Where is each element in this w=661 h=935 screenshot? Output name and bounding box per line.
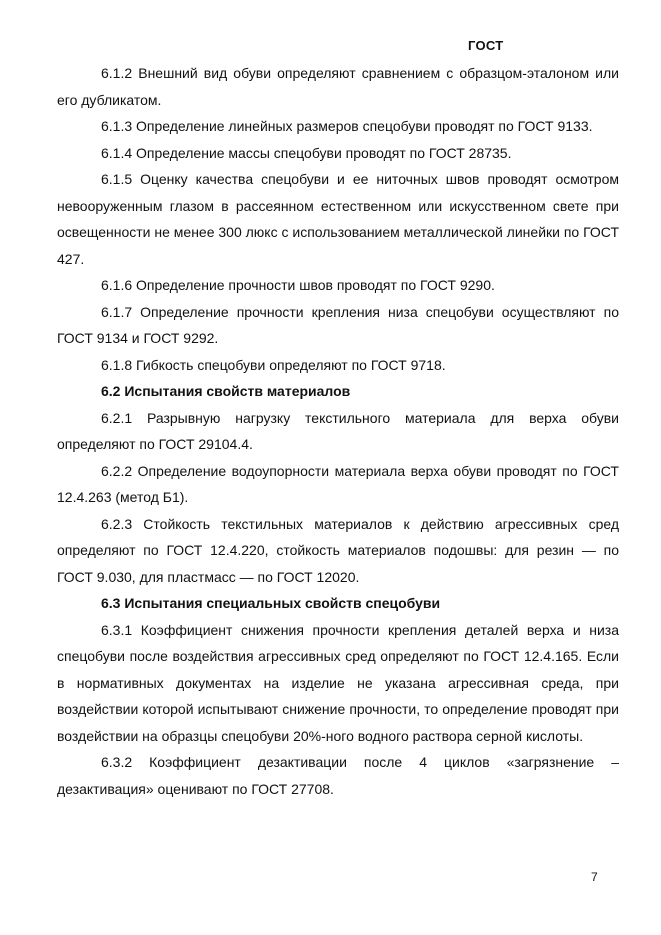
paragraph-6-1-8: 6.1.8 Гибкость спецобуви определяют по ГОСТ 9718. <box>101 356 446 373</box>
running-header: ГОСТ <box>468 38 504 53</box>
page-number: 7 <box>591 870 598 884</box>
document-body <box>57 60 619 802</box>
paragraph-6-1-6: 6.1.6 Определение прочности швов проводят по ГОСТ 9290. <box>101 277 495 293</box>
paragraph-6-3-2: 6.3.2 Коэффициент дезактивации после 4 циклов «загрязнение – дезактивация» оценивают по ГОСТ 27708. <box>57 754 619 797</box>
paragraph-6-3-1: 6.3.1 Коэффициент снижения прочности крепления деталей верха и низа спецобуви после воздействия агрессивных сред определяют по ГОСТ 12.4.165. Если в нормативных документах на изделие не указана агрессивная среда, при воздействии которой испытывают снижение прочности, то определение проводят при воздействии на образцы спецобуви 20%-ного водного раствора серной кислоты. <box>57 621 619 744</box>
paragraph-6-2-2: 6.2.2 Определение водоупорности материала верха обуви проводят по ГОСТ 12.4.263 (метод Б1). <box>57 462 619 505</box>
section-heading-6-2: 6.2 Испытания свойств материалов <box>101 383 351 399</box>
paragraph-6-1-7: 6.1.7 Определение прочности крепления низа спецобуви осуществляют по ГОСТ 9134 и ГОСТ 9292. <box>57 303 619 346</box>
paragraph-6-2-1: 6.2.1 Разрывную нагрузку текстильного материала для верха обуви определяют по ГОСТ 29104.4. <box>57 409 619 452</box>
paragraph-6-2-3: 6.2.3 Стойкость текстильных материалов к действию агрессивных сред определяют по ГОСТ 12.4.220, стойкость материалов подошвы: для резин — по ГОСТ 9.030, для пластмасс — по ГОСТ 12020. <box>57 515 619 585</box>
paragraph-6-1-5: 6.1.5 Оценку качества спецобуви и ее ниточных швов проводят осмотром невооруженным глазом в рассеянном естественном или искусственном свете при освещенности не менее 300 люкс с использованием металлической линейки по ГОСТ 427. <box>57 171 619 267</box>
paragraph-6-1-2: 6.1.2 Внешний вид обуви определяют сравнением с образцом-эталоном или его дубликатом. <box>57 65 619 108</box>
paragraph-6-1-4: 6.1.4 Определение массы спецобуви проводят по ГОСТ 28735. <box>101 144 512 161</box>
section-heading-6-3: 6.3 Испытания специальных свойств спецобуви <box>101 595 441 611</box>
paragraph-6-1-3: 6.1.3 Определение линейных размеров спецобуви проводят по ГОСТ 9133. <box>101 118 593 134</box>
